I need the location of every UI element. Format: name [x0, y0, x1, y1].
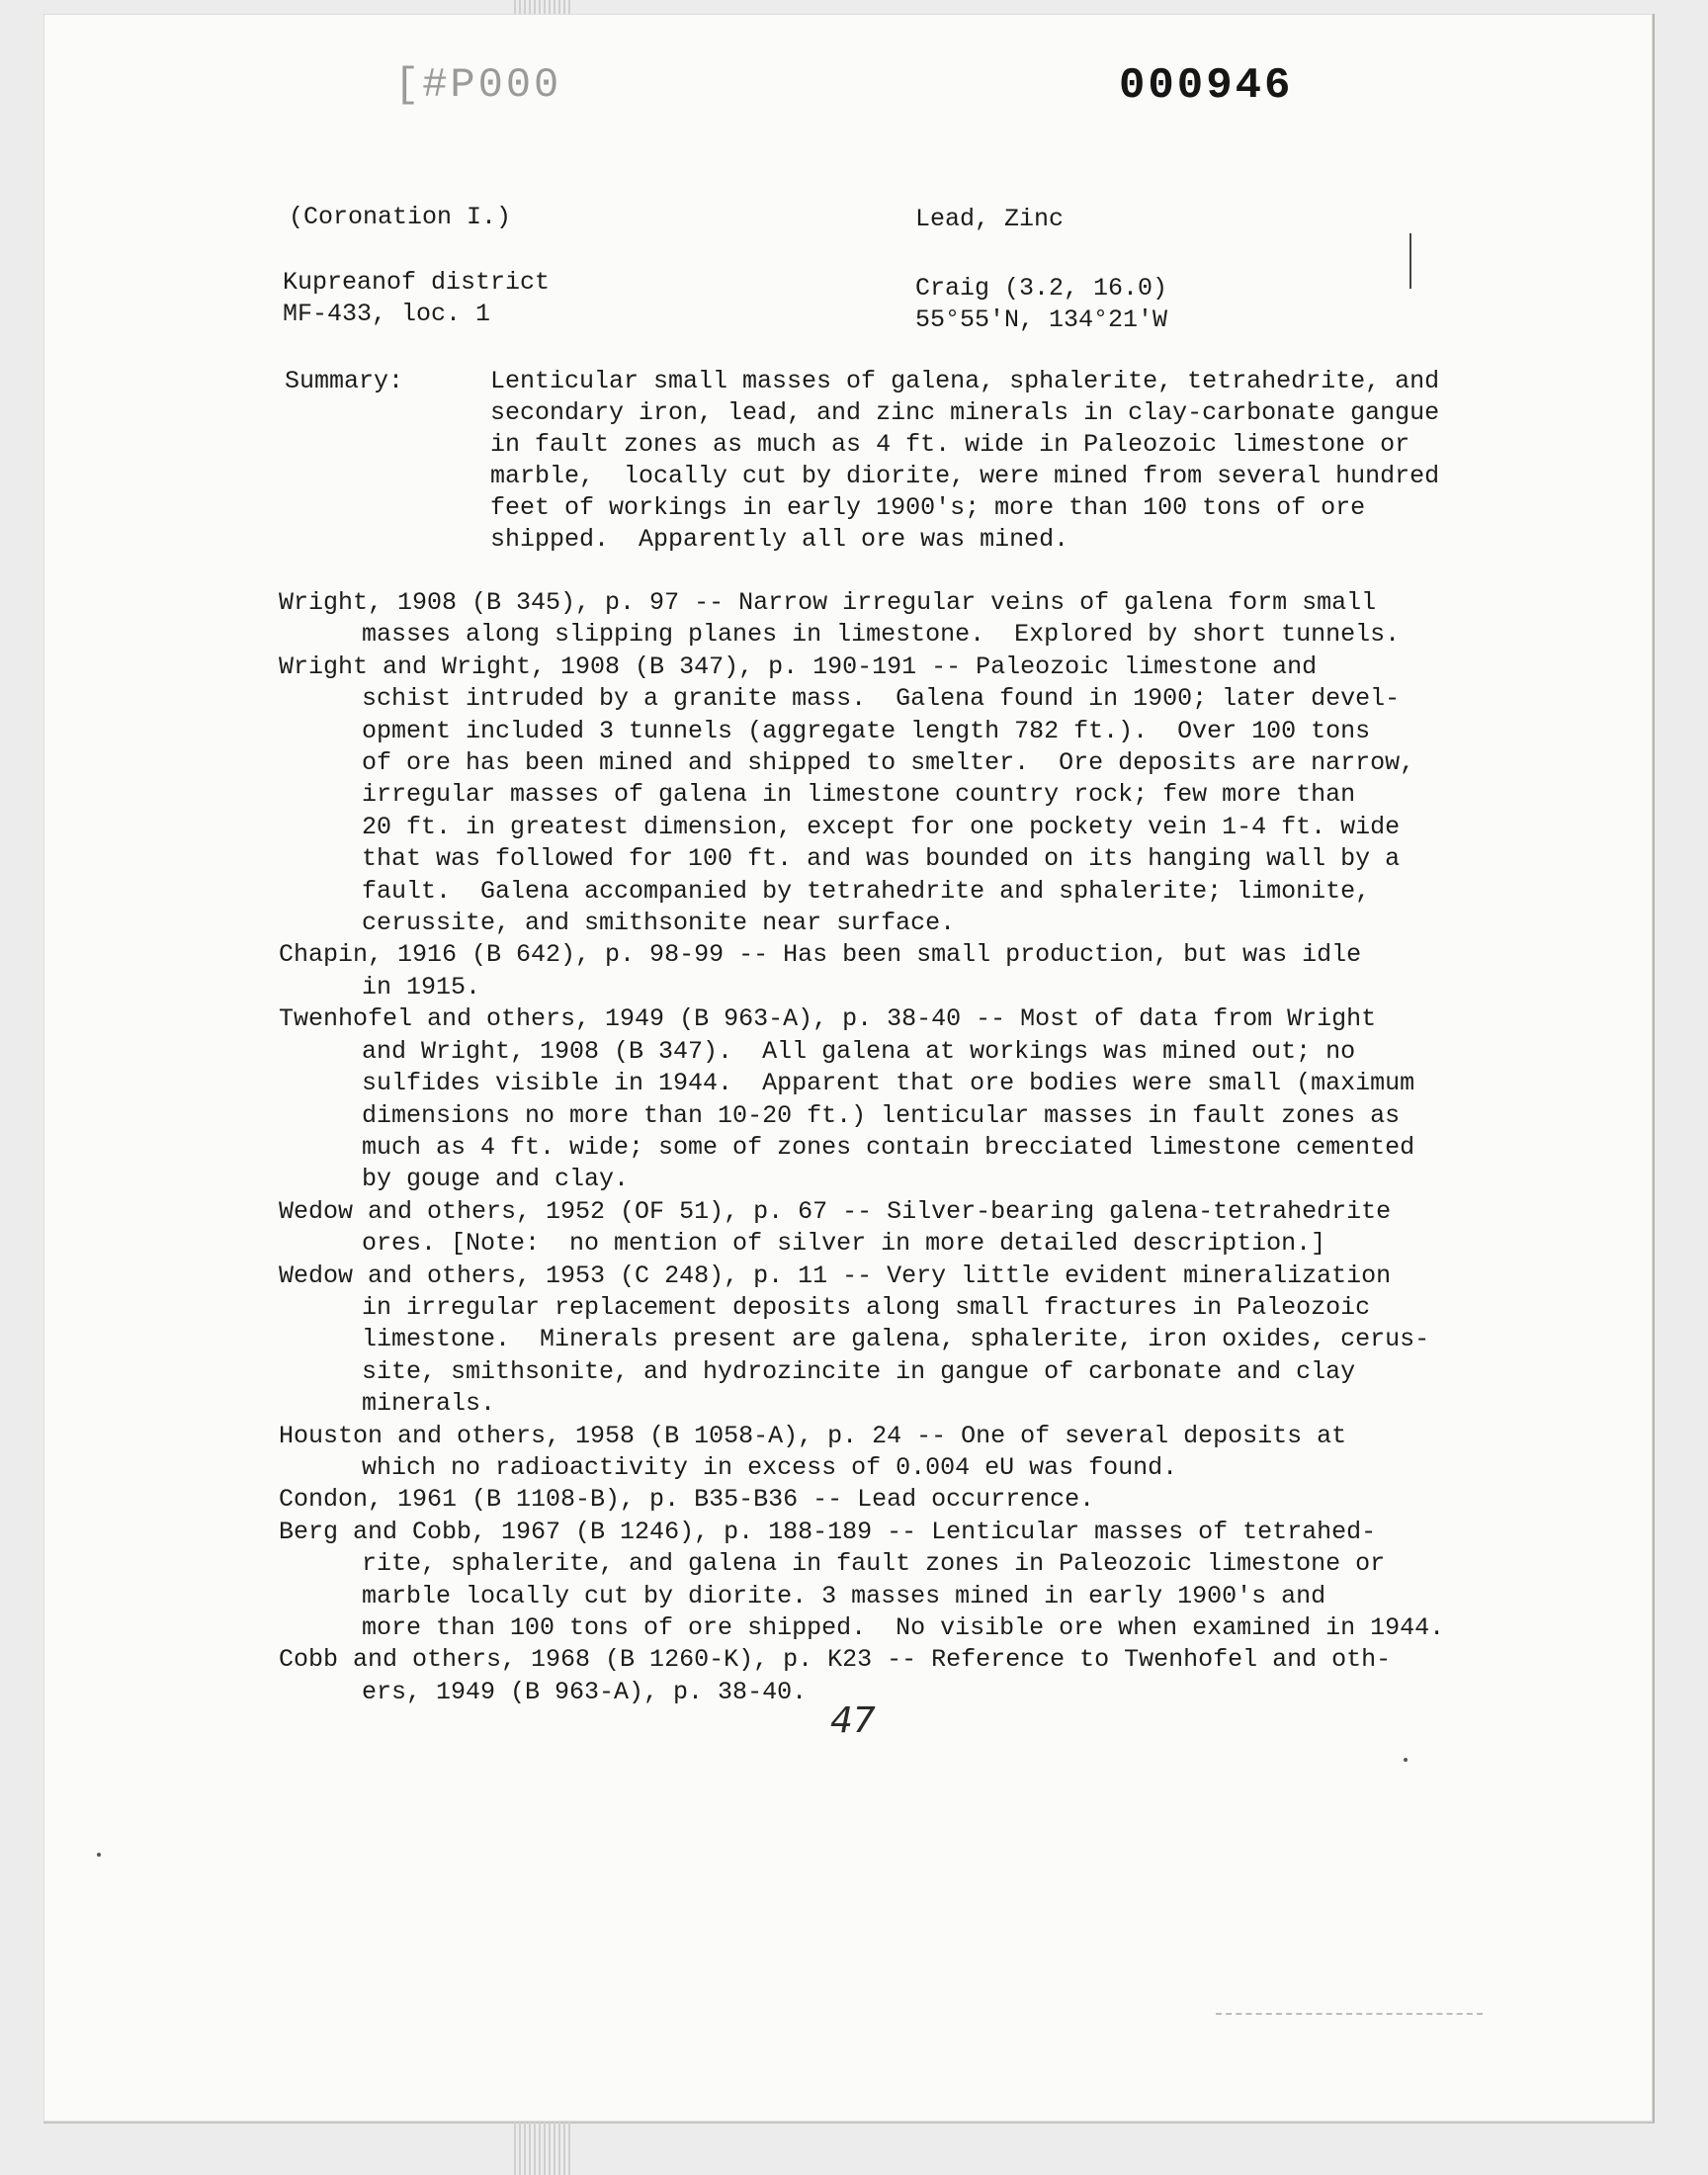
reference-continuation-line: fault. Galena accompanied by tetrahedrite and sphalerite; limonite, [362, 876, 1371, 906]
location-title: (Coronation I.) [289, 203, 512, 231]
references-list [279, 587, 1444, 1708]
reference-citation-line: Cobb and others, 1968 (B 1260-K), p. K23 -- Reference to Twenhofel and oth- [279, 1645, 1392, 1675]
reference-continuation-line: that was followed for 100 ft. and was bounded on its hanging wall by a [362, 844, 1401, 874]
reference-entry [279, 1484, 1444, 1516]
reference-citation-line: Berg and Cobb, 1967 (B 1246), p. 188-189 -- Lenticular masses of tetrahed- [279, 1517, 1377, 1546]
reference-continuation-line: sulfides visible in 1944. Apparent that ore bodies were small (maximum [362, 1069, 1415, 1098]
reference-continuation-line: dimensions no more than 10-20 ft.) lenticular masses in fault zones as [362, 1100, 1401, 1130]
reference-entry [279, 1421, 1444, 1485]
reference-entry [279, 1196, 1444, 1261]
reference-entry [279, 1517, 1444, 1645]
reference-continuation-line: masses along slipping planes in limestone. Explored by short tunnels. [362, 620, 1401, 650]
map-reference: MF-433, loc. 1 [283, 300, 491, 328]
reference-continuation-line: in 1915. [362, 972, 481, 1001]
reference-continuation-line: ers, 1949 (B 963-A), p. 38-40. [362, 1677, 808, 1706]
reference-continuation-line: minerals. [362, 1389, 496, 1419]
quadrangle: Craig (3.2, 16.0) [915, 274, 1168, 303]
margin-mark [1409, 233, 1411, 289]
scan-edge-marks [514, 2122, 573, 2175]
reference-continuation-line: much as 4 ft. wide; some of zones contain brecciated limestone cemented [362, 1132, 1415, 1162]
page-number: 47 [830, 1700, 876, 1741]
reference-citation-line: Wright and Wright, 1908 (B 347), p. 190-191 -- Paleozoic limestone and [279, 652, 1318, 681]
district: Kupreanof district [283, 268, 551, 297]
reference-continuation-line: limestone. Minerals present are galena, sphalerite, iron oxides, cerus- [362, 1325, 1430, 1354]
reference-continuation-line: irregular masses of galena in limestone country rock; few more than [362, 780, 1356, 810]
summary-line: Lenticular small masses of galena, sphalerite, tetrahedrite, and [490, 367, 1440, 395]
document-page [43, 14, 1655, 2124]
reference-citation-line: Condon, 1961 (B 1108-B), p. B35-B36 -- Lead occurrence. [279, 1485, 1095, 1515]
reference-continuation-line: cerussite, and smithsonite near surface. [362, 909, 956, 938]
reference-citation-line: Wright, 1908 (B 345), p. 97 -- Narrow irregular veins of galena form small [279, 588, 1377, 617]
reference-continuation-line: more than 100 tons of ore shipped. No visible ore when examined in 1944. [362, 1613, 1445, 1642]
reference-continuation-line: rite, sphalerite, and galena in fault zones in Paleozoic limestone or [362, 1549, 1386, 1579]
summary-line: secondary iron, lead, and zinc minerals in clay-carbonate gangue [490, 398, 1440, 427]
summary-line: feet of workings in early 1900's; more than 100 tons of ore [490, 493, 1366, 522]
reference-citation-line: Twenhofel and others, 1949 (B 963-A), p. 38-40 -- Most of data from Wright [279, 1004, 1377, 1034]
document-stamp-number: 000946 [1119, 61, 1294, 111]
reference-continuation-line: site, smithsonite, and hydrozincite in gangue of carbonate and clay [362, 1356, 1356, 1386]
summary-line: marble, locally cut by diorite, were mined from several hundred [490, 462, 1440, 490]
reference-continuation-line: and Wright, 1908 (B 347). All galena at workings was mined out; no [362, 1036, 1356, 1066]
reference-entry [279, 939, 1444, 1003]
reference-citation-line: Chapin, 1916 (B 642), p. 98-99 -- Has been small production, but was idle [279, 940, 1362, 970]
coordinates: 55°55'N, 134°21'W [915, 305, 1168, 334]
scan-edge-marks [514, 0, 573, 14]
summary-line: shipped. Apparently all ore was mined. [490, 525, 1069, 554]
reference-entry [279, 1003, 1444, 1195]
reference-continuation-line: opment included 3 tunnels (aggregate length 782 ft.). Over 100 tons [362, 716, 1371, 745]
reference-entry [279, 652, 1444, 940]
reference-citation-line: Wedow and others, 1952 (OF 51), p. 67 -- Silver-bearing galena-tetrahedrite [279, 1196, 1392, 1226]
scan-dash-line [1216, 2013, 1483, 2015]
scan-speck [1404, 1758, 1408, 1762]
reference-continuation-line: by gouge and clay. [362, 1165, 630, 1194]
summary-line: in fault zones as much as 4 ft. wide in Paleozoic limestone or [490, 430, 1410, 459]
summary-text [490, 366, 1439, 556]
reference-entry [279, 587, 1444, 652]
reference-continuation-line: schist intruded by a granite mass. Galena found in 1900; later devel- [362, 684, 1401, 714]
reference-continuation-line: in irregular replacement deposits along small fractures in Paleozoic [362, 1292, 1371, 1322]
reference-continuation-line: which no radioactivity in excess of 0.004 eU was found. [362, 1452, 1178, 1482]
reference-entry [279, 1644, 1444, 1708]
reference-continuation-line: 20 ft. in greatest dimension, except for one pockety vein 1-4 ft. wide [362, 812, 1401, 841]
reference-citation-line: Houston and others, 1958 (B 1058-A), p. 24 -- One of several deposits at [279, 1421, 1347, 1450]
reference-entry [279, 1261, 1444, 1421]
commodities: Lead, Zinc [915, 205, 1065, 233]
reference-continuation-line: of ore has been mined and shipped to smelter. Ore deposits are narrow, [362, 748, 1415, 778]
summary-label: Summary: [285, 367, 404, 395]
reference-continuation-line: ores. [Note: no mention of silver in more detailed description.] [362, 1229, 1326, 1259]
faint-stamp-number: [#P000 [394, 61, 562, 109]
reference-continuation-line: marble locally cut by diorite. 3 masses mined in early 1900's and [362, 1581, 1326, 1610]
scan-speck [97, 1853, 101, 1857]
reference-citation-line: Wedow and others, 1953 (C 248), p. 11 -- Very little evident mineralization [279, 1261, 1392, 1290]
